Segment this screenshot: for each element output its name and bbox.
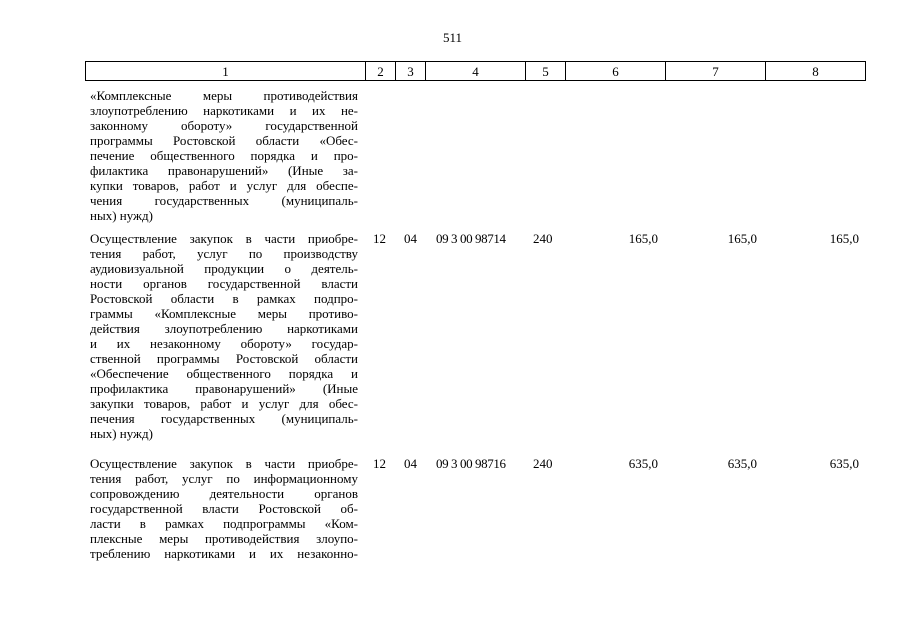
column-header-5: 5 [525, 61, 566, 81]
section-code: 12 [373, 456, 386, 471]
amount-column-8: 165,0 [829, 231, 859, 246]
column-header-2: 2 [365, 61, 396, 81]
column-header-1: 1 [85, 61, 366, 81]
column-header-4: 4 [425, 61, 526, 81]
column-header-6: 6 [565, 61, 666, 81]
row-description: Осуществление закупок в части приобре- тения работ, услуг по информационному сопровождению деятельности органов государственной власти Ростовской об- ласти в рамках подпрограммы «Ком- плексные меры противодействия злоупо- треблению наркотиками и их незаконно- [90, 456, 358, 561]
section-code: 12 [373, 231, 386, 246]
subsection-code: 04 [404, 456, 417, 471]
amount-column-7: 165,0 [727, 231, 757, 246]
table-header [85, 61, 866, 81]
column-header-7: 7 [665, 61, 766, 81]
row-description: «Комплексные меры противодействия злоупотреблению наркотиками и их не- законному обороту» государственной программы Ростовской области «Обес- печение общественного порядка и про- филактика правонарушений» (Иные за- купки товаров, работ и услуг для обеспе- чения государственных (муниципаль- ных) нужд) [90, 88, 358, 223]
subsection-code: 04 [404, 231, 417, 246]
expense-type-code: 240 [533, 231, 553, 246]
page-number: 511 [442, 30, 463, 45]
target-article-code: 09 3 00 98714 [436, 231, 506, 246]
column-header-3: 3 [395, 61, 426, 81]
amount-column-6: 165,0 [628, 231, 658, 246]
column-header-8: 8 [765, 61, 866, 81]
row-description: Осуществление закупок в части приобре- тения работ, услуг по производству аудиовизуальной продукции о деятель- ности органов государственной власти Ростовской области в рамках подпро- граммы «Комплексные меры противо- действия злоупотреблению наркотиками и их незаконному обороту» государ- ственной программы Ростовской области «Обеспечение общественного порядка и профилактика правонарушений» (Иные закупки товаров, работ и услуг для обес- печения государственных (муниципаль- ных) нужд) [90, 231, 358, 441]
amount-column-8: 635,0 [829, 456, 859, 471]
amount-column-7: 635,0 [727, 456, 757, 471]
target-article-code: 09 3 00 98716 [436, 456, 506, 471]
expense-type-code: 240 [533, 456, 553, 471]
amount-column-6: 635,0 [628, 456, 658, 471]
